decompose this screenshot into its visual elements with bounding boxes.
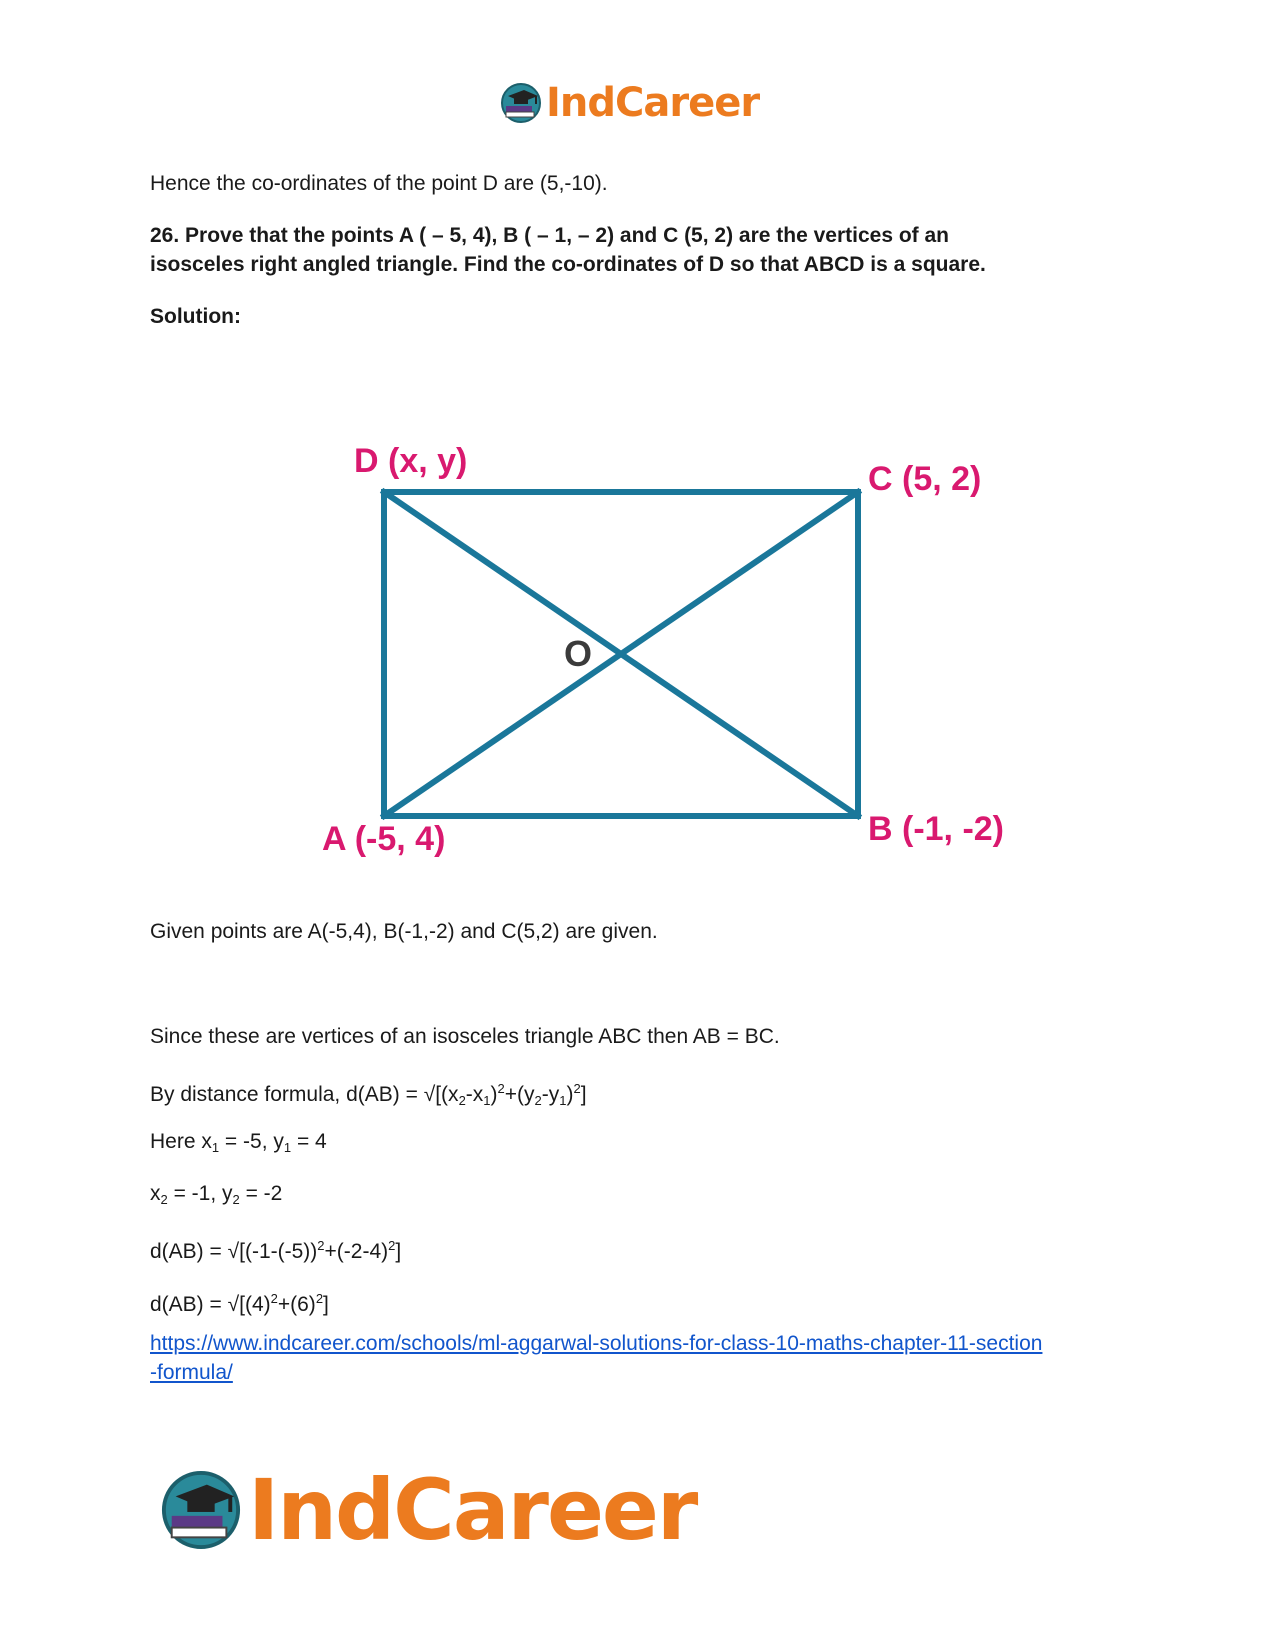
- graduation-cap-book-icon: [160, 1469, 242, 1551]
- distance-formula: By distance formula, $d(AB) = √[(x_2-x_1)^2+(y_2-y_1)^2]$: [150, 1081, 587, 1108]
- label-a: A (-5, 4): [322, 820, 446, 858]
- diagram-lines: [384, 492, 858, 816]
- here-values-1: Here $x_1 = -5$, $y_1 = 4$: [150, 1130, 327, 1155]
- label-b: B (-1, -2): [868, 810, 1004, 848]
- here-values-2: $x_2 = -1$, $y_2 = -2$: [150, 1182, 283, 1207]
- brand-name: IndCareer: [546, 80, 760, 126]
- intro-text: Hence the co-ordinates of the point D are (5,-10).: [150, 172, 608, 195]
- label-o: O: [564, 633, 593, 674]
- square-diagram: [300, 420, 1020, 880]
- label-d: D (x, y): [354, 442, 468, 480]
- dab-step-2: $d(AB) = √[(4)^2+(6)^2]$: [150, 1291, 329, 1316]
- source-link[interactable]: [150, 1329, 1042, 1359]
- dab-step-1: $d(AB) = √[(-1-(-5))^2+(-2-4)^2]$: [150, 1238, 402, 1263]
- graduation-cap-book-icon: [500, 82, 542, 124]
- header-logo: [500, 78, 759, 128]
- question-line-1: 26. Prove that the points A ( – 5, 4), B ( – 1, – 2) and C (5, 2) are the vertices of an: [150, 224, 950, 247]
- solution-heading: Solution:: [150, 305, 241, 328]
- source-link-line-2[interactable]: -formula/: [150, 1361, 233, 1384]
- question-line-2: isosceles right angled triangle. Find the co-ordinates of D so that ABCD is a square.: [150, 253, 986, 276]
- source-link-cont[interactable]: [150, 1358, 233, 1388]
- isosceles-text: Since these are vertices of an isosceles triangle ABC then AB = BC.: [150, 1025, 780, 1048]
- footer-logo: [160, 1461, 697, 1559]
- given-text: Given points are A(-5,4), B(-1,-2) and C(5,2) are given.: [150, 920, 658, 943]
- source-link-line-1[interactable]: https://www.indcareer.com/schools/ml-aggarwal-solutions-for-class-10-maths-chapter-11-section: [150, 1332, 1043, 1355]
- brand-name: IndCareer: [248, 1461, 697, 1559]
- label-c: C (5, 2): [868, 460, 982, 498]
